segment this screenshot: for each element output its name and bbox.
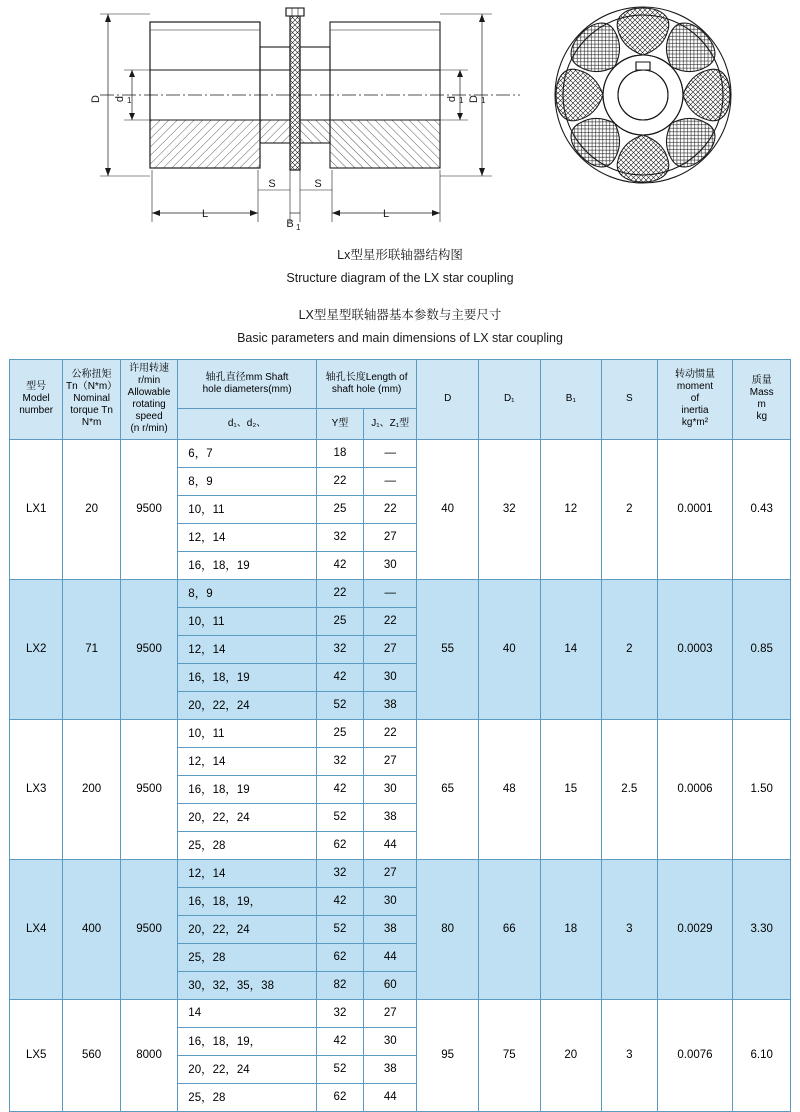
- cell-torque: 20: [63, 439, 120, 579]
- th-speed: 许用转速 r/min Allowable rotating speed (n r/min): [120, 359, 177, 439]
- th-S: S: [602, 359, 657, 439]
- cell-bore-length-j1z1: 22: [364, 719, 417, 747]
- label-B1: B: [286, 218, 294, 230]
- cell-speed: 8000: [120, 999, 177, 1111]
- th-D1: D₁: [478, 359, 540, 439]
- cell-bore-length-j1z1: 22: [364, 607, 417, 635]
- label-L-left: L: [201, 208, 209, 220]
- cell-bore-length-y: 32: [316, 747, 363, 775]
- cell-bore-diameter: 20，22，24: [178, 691, 317, 719]
- label-d1-sub: 1: [127, 96, 132, 105]
- label-d1: d: [114, 95, 126, 103]
- cell-B1: 15: [540, 719, 602, 859]
- cell-model: LX3: [10, 719, 63, 859]
- cell-D1: 32: [478, 439, 540, 579]
- cell-model: LX1: [10, 439, 63, 579]
- cell-speed: 9500: [120, 859, 177, 999]
- th-y-type: Y型: [316, 409, 363, 439]
- structure-caption: [0, 244, 800, 290]
- cell-torque: 200: [63, 719, 120, 859]
- th-bore-length: 轴孔长度Length of shaft hole (mm): [316, 359, 417, 409]
- cell-bore-length-y: 52: [316, 803, 363, 831]
- cell-bore-diameter: 14: [178, 999, 317, 1027]
- cell-bore-length-j1z1: 22: [364, 495, 417, 523]
- params-caption-en: Basic parameters and main dimensions of LX star coupling: [237, 331, 563, 346]
- table-row: [10, 719, 791, 747]
- cell-D: 95: [417, 999, 479, 1111]
- cell-model: LX5: [10, 999, 63, 1111]
- cell-mass: 6.10: [733, 999, 791, 1111]
- cell-bore-length-y: 62: [316, 1083, 363, 1111]
- params-caption-cn: LX型星型联轴器基本参数与主要尺寸: [298, 308, 502, 323]
- cell-bore-length-j1z1: 38: [364, 1055, 417, 1083]
- cell-S: 2: [602, 439, 657, 579]
- structure-caption-cn: Lx型星形联轴器结构图: [337, 248, 463, 262]
- cell-mass: 0.85: [733, 579, 791, 719]
- th-d1-d2: d₁、d₂、: [178, 409, 317, 439]
- cell-bore-length-y: 25: [316, 495, 363, 523]
- cell-inertia: 0.0076: [657, 999, 733, 1111]
- cell-inertia: 0.0029: [657, 859, 733, 999]
- th-j1z1-type: J₁、Z₁型: [364, 409, 417, 439]
- cell-bore-diameter: 16，18，19: [178, 551, 317, 579]
- cell-bore-length-y: 22: [316, 467, 363, 495]
- cell-bore-length-y: 62: [316, 831, 363, 859]
- cell-bore-length-y: 32: [316, 999, 363, 1027]
- cell-bore-length-y: 42: [316, 551, 363, 579]
- label-S-left: S: [268, 178, 276, 190]
- table-body: [10, 439, 791, 1111]
- cell-bore-length-y: 25: [316, 719, 363, 747]
- label-D: D: [90, 95, 102, 103]
- table-row: [10, 859, 791, 887]
- label-D1-right-sub: 1: [481, 96, 486, 105]
- cell-inertia: 0.0001: [657, 439, 733, 579]
- cell-bore-length-j1z1: 44: [364, 1083, 417, 1111]
- cell-bore-length-y: 22: [316, 579, 363, 607]
- cell-bore-length-j1z1: 30: [364, 1027, 417, 1055]
- cell-torque: 71: [63, 579, 120, 719]
- cell-bore-length-y: 42: [316, 663, 363, 691]
- cell-bore-length-j1z1: 30: [364, 775, 417, 803]
- cell-bore-diameter: 12，14: [178, 523, 317, 551]
- table-row: [10, 439, 791, 467]
- th-torque: 公称扭矩 Tn（N*m） Nominal torque Tn N*m: [63, 359, 120, 439]
- cell-bore-length-j1z1: —: [364, 439, 417, 467]
- cell-bore-length-j1z1: 38: [364, 691, 417, 719]
- cell-bore-diameter: 12，14: [178, 859, 317, 887]
- cell-bore-length-j1z1: —: [364, 467, 417, 495]
- cell-bore-length-y: 42: [316, 887, 363, 915]
- structure-caption-en: Structure diagram of the LX star coupling: [286, 271, 514, 286]
- th-bore-diameter: 轴孔直径mm Shaft hole diameters(mm): [178, 359, 317, 409]
- cell-bore-diameter: 20，22，24: [178, 1055, 317, 1083]
- cell-S: 2: [602, 579, 657, 719]
- cell-bore-length-y: 42: [316, 775, 363, 803]
- cell-bore-diameter: 16，18，19: [178, 775, 317, 803]
- th-mass: 质量 Mass m kg: [733, 359, 791, 439]
- cell-bore-length-j1z1: 44: [364, 831, 417, 859]
- cell-bore-length-y: 18: [316, 439, 363, 467]
- cell-bore-length-j1z1: 27: [364, 523, 417, 551]
- label-D1-right: D: [468, 95, 480, 103]
- cell-bore-length-y: 25: [316, 607, 363, 635]
- cell-speed: 9500: [120, 439, 177, 579]
- cell-bore-diameter: 30，32，35，38: [178, 971, 317, 999]
- cell-torque: 560: [63, 999, 120, 1111]
- th-D: D: [417, 359, 479, 439]
- cell-bore-length-j1z1: 30: [364, 551, 417, 579]
- cell-B1: 14: [540, 579, 602, 719]
- th-model: 型号 Model number: [10, 359, 63, 439]
- table-row: [10, 579, 791, 607]
- cell-bore-length-y: 82: [316, 971, 363, 999]
- cell-torque: 400: [63, 859, 120, 999]
- cell-D1: 66: [478, 859, 540, 999]
- cell-bore-length-y: 52: [316, 915, 363, 943]
- cell-mass: 0.43: [733, 439, 791, 579]
- cell-bore-length-j1z1: —: [364, 579, 417, 607]
- cell-inertia: 0.0006: [657, 719, 733, 859]
- cell-inertia: 0.0003: [657, 579, 733, 719]
- cell-bore-length-j1z1: 30: [364, 663, 417, 691]
- cell-D1: 75: [478, 999, 540, 1111]
- cell-bore-length-y: 32: [316, 635, 363, 663]
- cell-bore-diameter: 10，11: [178, 719, 317, 747]
- cell-B1: 18: [540, 859, 602, 999]
- label-B1-sub: 1: [296, 223, 301, 232]
- table-row: [10, 999, 791, 1027]
- cell-D: 80: [417, 859, 479, 999]
- cell-bore-diameter: 6，7: [178, 439, 317, 467]
- cell-bore-length-y: 32: [316, 859, 363, 887]
- cell-bore-diameter: 10，11: [178, 495, 317, 523]
- cell-D: 40: [417, 439, 479, 579]
- cell-bore-diameter: 25，28: [178, 831, 317, 859]
- cell-bore-length-y: 52: [316, 1055, 363, 1083]
- th-B1: B₁: [540, 359, 602, 439]
- cell-bore-diameter: 16，18，19: [178, 663, 317, 691]
- cell-bore-length-j1z1: 38: [364, 803, 417, 831]
- cell-S: 2.5: [602, 719, 657, 859]
- cell-model: LX2: [10, 579, 63, 719]
- label-d1-right: d: [446, 95, 458, 103]
- cell-mass: 1.50: [733, 719, 791, 859]
- cell-bore-diameter: 12，14: [178, 635, 317, 663]
- cell-bore-length-y: 52: [316, 691, 363, 719]
- cell-mass: 3.30: [733, 859, 791, 999]
- cell-bore-diameter: 25，28: [178, 1083, 317, 1111]
- cell-bore-length-j1z1: 27: [364, 635, 417, 663]
- cell-S: 3: [602, 859, 657, 999]
- label-L-right: L: [382, 208, 390, 220]
- cell-D: 55: [417, 579, 479, 719]
- cell-B1: 20: [540, 999, 602, 1111]
- cell-bore-length-j1z1: 27: [364, 747, 417, 775]
- cell-bore-length-j1z1: 38: [364, 915, 417, 943]
- cell-D1: 40: [478, 579, 540, 719]
- cell-bore-length-y: 32: [316, 523, 363, 551]
- cell-bore-diameter: 16，18，19，: [178, 887, 317, 915]
- cell-D1: 48: [478, 719, 540, 859]
- th-inertia: 转动惯量 moment of inertia kg*m²: [657, 359, 733, 439]
- cell-bore-diameter: 16，18，19，: [178, 1027, 317, 1055]
- cell-D: 65: [417, 719, 479, 859]
- cell-bore-diameter: 10，11: [178, 607, 317, 635]
- coupling-drawing: [0, 0, 800, 240]
- params-caption: [0, 304, 800, 350]
- cell-bore-diameter: 20，22，24: [178, 915, 317, 943]
- cell-bore-diameter: 8，9: [178, 579, 317, 607]
- table-head: [10, 359, 791, 439]
- cell-S: 3: [602, 999, 657, 1111]
- label-S-right: S: [314, 178, 322, 190]
- cell-speed: 9500: [120, 719, 177, 859]
- cell-bore-length-j1z1: 60: [364, 971, 417, 999]
- cell-B1: 12: [540, 439, 602, 579]
- cell-speed: 9500: [120, 579, 177, 719]
- cell-bore-diameter: 8，9: [178, 467, 317, 495]
- cell-bore-length-j1z1: 27: [364, 999, 417, 1027]
- cell-bore-length-j1z1: 30: [364, 887, 417, 915]
- cell-model: LX4: [10, 859, 63, 999]
- cell-bore-length-y: 42: [316, 1027, 363, 1055]
- cell-bore-length-j1z1: 27: [364, 859, 417, 887]
- cell-bore-diameter: 20，22，24: [178, 803, 317, 831]
- cell-bore-length-j1z1: 44: [364, 943, 417, 971]
- cell-bore-diameter: 25，28: [178, 943, 317, 971]
- cell-bore-length-y: 62: [316, 943, 363, 971]
- label-d1-right-sub: 1: [459, 96, 464, 105]
- specs-table: [9, 359, 791, 1112]
- cell-bore-diameter: 12，14: [178, 747, 317, 775]
